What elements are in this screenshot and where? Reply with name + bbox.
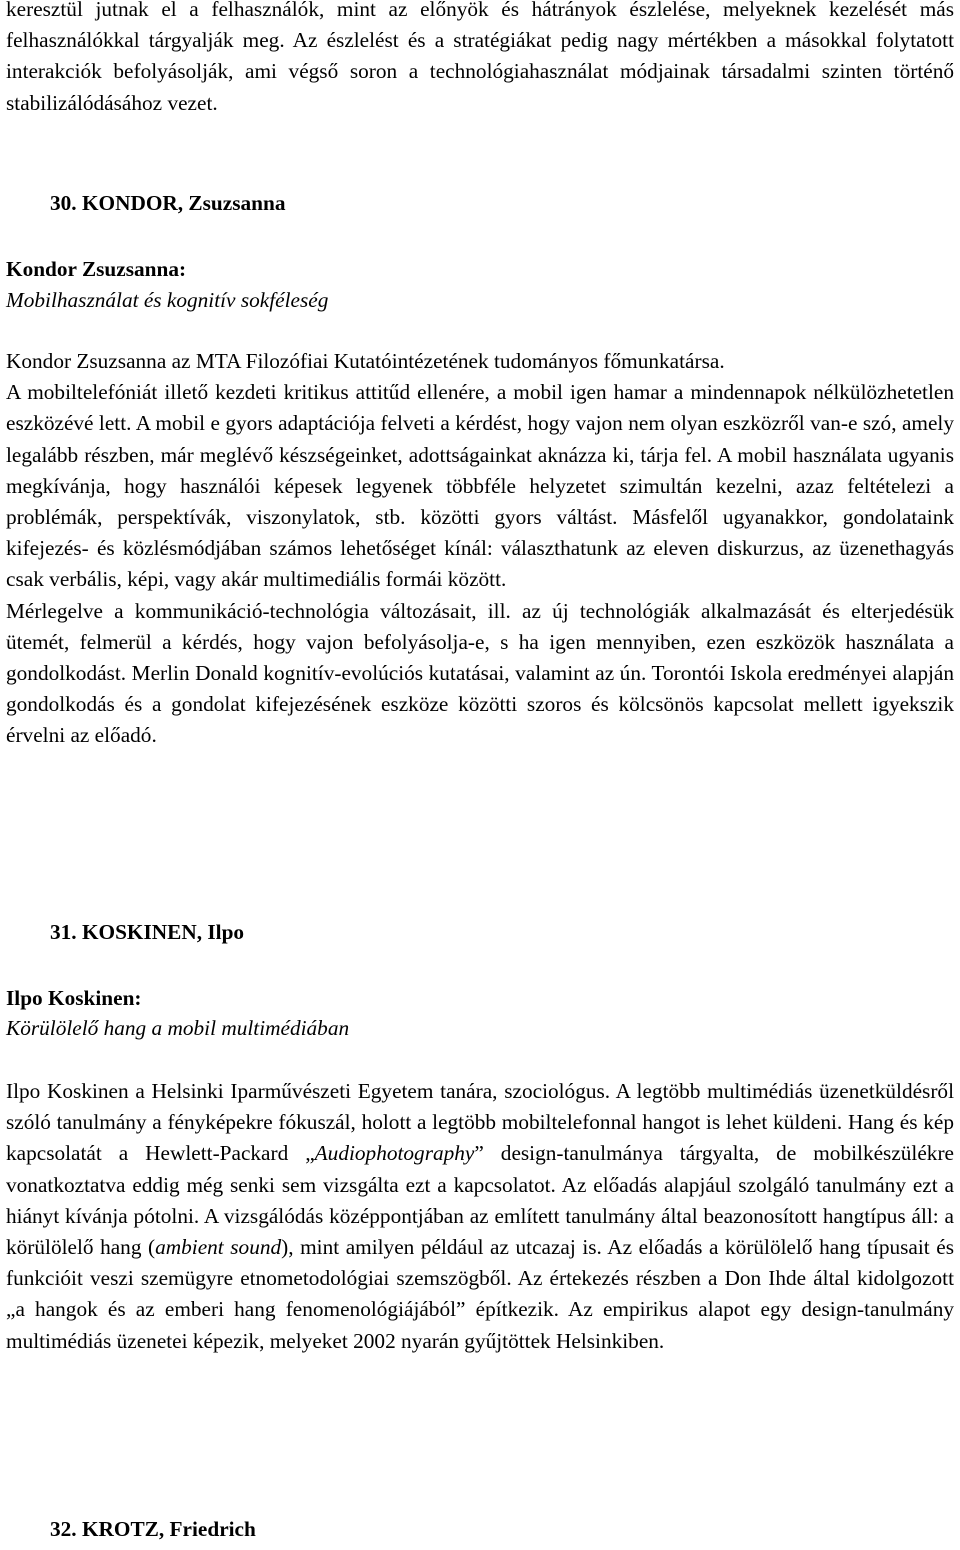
section-body-30 xyxy=(6,346,954,752)
intro-text: keresztül jutnak el a felhasználók, mint az előnyök és hátrányok észlelése, melyeknek kezelését más felhasználókkal tárgyalják meg. Az észlelést és a stratégiákat pedig nagy mértékben a másokkal folytatott interakciók befolyásolják, ami végső soron a technológiahasználat módjainak társadalmi szinten történő stabilizálódásához vezet. xyxy=(6,0,954,115)
paragraph xyxy=(6,1076,954,1357)
paragraph: Kondor Zsuzsanna az MTA Filozófiai Kutatóintézetének tudományos főmunkatársa. xyxy=(6,349,725,373)
paragraph: A mobiltelefóniát illető kezdeti kritikus attitűd ellenére, a mobil igen hamar a mindennapok nélkülözhetetlen eszközévé lett. A mobil e gyors adaptációja felveti a kérdést, hogy vajon nem olyan eszközről van-e szó, amely legalább részben, már meglévő készségeinket, adottságainkat aknázza ki, tárja fel. A mobil használata ugyanis megkívánja, hogy használói képesek legyenek többféle helyzetet szimultán kezelni, azaz feltételezi a problémák, perspektívák, viszonylatok, stb. közötti gyors váltást. Másfelől ugyanakkor, gondolataink kifejezés- és közlésmódjában számos lehetőséget kínál: választhatunk az eleven diskurzus, az üzenethagyás csak verbális, képi, vagy akár multimediális formái között. xyxy=(6,380,954,592)
section-heading-31: 31. KOSKINEN, Ilpo xyxy=(50,920,245,944)
author-name-31: Ilpo Koskinen: xyxy=(6,986,142,1010)
italic-term: ambient sound xyxy=(155,1235,282,1260)
talk-title-31: Körülölelő hang a mobil multimédiában xyxy=(6,1016,350,1040)
text-run: Ilpo Koskinen a Helsinki Iparművészeti Egyetem tanára, szociológus. A legtöbb multimédiás üzenetküldésről szóló tanulmány a fényképekre fókuszál, holott a legtöbb mobiltelefonnal hangot is lehet küldeni. Hang és kép kapcsolatát a Hewlett-Packard „ xyxy=(6,1079,954,1166)
talk-title-30: Mobilhasználat és kognitív sokféleség xyxy=(6,288,329,312)
author-name-30: Kondor Zsuzsanna: xyxy=(6,257,187,281)
italic-term: Audiophotography xyxy=(314,1141,475,1166)
paragraph: Mérlegelve a kommunikáció-technológia változásait, ill. az új technológiák alkalmazását és elterjedésük ütemét, felmerül a kérdés, hogy vajon befolyásolja-e, s ha igen mennyiben, ezen eszközök használata a gondolkodást. Merlin Donald kognitív-evolúciós kutatásai, valamint az ún. Torontói Iskola eredményei alapján gondolkodás és a gondolat kifejezésének eszköze közötti szoros és kölcsönös kapcsolat mellett igyekszik érvelni az előadó. xyxy=(6,598,954,748)
text-run: ” design-tanulmánya tárgyalta, de mobilkészülékre vonatkoztatva eddig még senki sem vizsgálta ezt a kapcsolatot. Az előadás alapjául szolgáló tanulmány ezt a hiányt kívánja pótolni. A vizsgálódás középpontjában az említett tanulmány által beazonosított hangtípus áll: a körülölelő hang ( xyxy=(6,1141,954,1260)
section-heading-30: 30. KONDOR, Zsuzsanna xyxy=(50,191,286,215)
intro-paragraph xyxy=(6,0,954,119)
section-heading-32: 32. KROTZ, Friedrich xyxy=(50,1517,256,1541)
section-body-31 xyxy=(6,1076,954,1357)
text-run: ), mint amilyen például az utcazaj is. Az előadás a körülölelő hang típusait és funkcióit veszi szemügyre etnometodológiai szemszögből. Az értekezés részben a Don Ihde által kidolgozott „a hangok és az emberi hang fenomenológiájából” építkezik. Az empirikus alapot egy design-tanulmány multimédiás üzenetei képezik, melyeket 2002 nyarán gyűjtöttek Helsinkiben. xyxy=(6,1235,954,1353)
